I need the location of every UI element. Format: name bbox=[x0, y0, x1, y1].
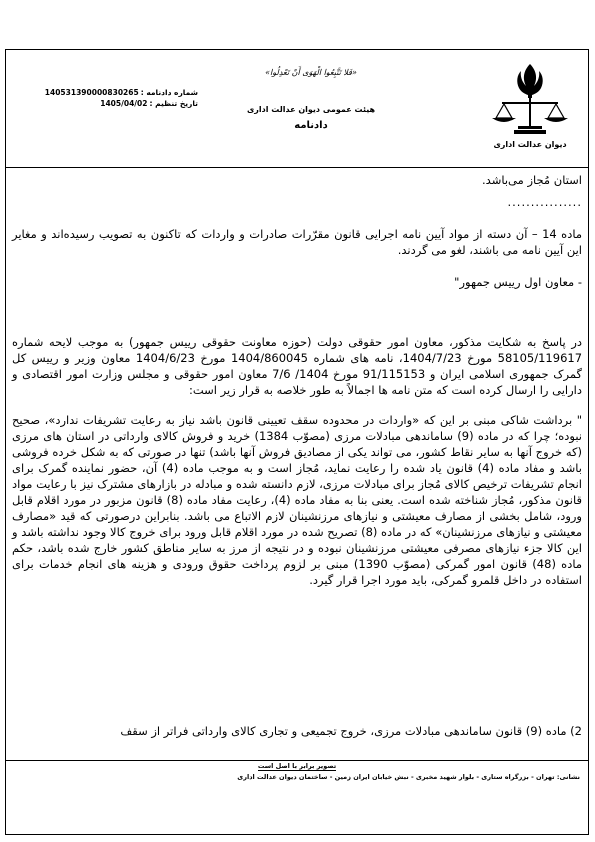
certified-copy-text: تصویر برابر با اصل است bbox=[257, 762, 337, 770]
header-divider bbox=[6, 167, 588, 168]
emblem bbox=[486, 60, 574, 152]
board-name: هیئت عمومی دیوان عدالت اداری bbox=[246, 105, 376, 114]
verdict-number-value: 140531390000830265 bbox=[44, 88, 139, 97]
item-2-paragraph: 2) ماده (9) قانون ساماندهی مبادلات مرزی، خروج تجمیعی و تجاری کالای وارداتی فراتر از سقف bbox=[120, 724, 582, 738]
footer-address: نشانی: تهران - بزرگراه ستاری - بلوار شهید مخبری - نبش خیابان ایران زمین - ساختمان دیوان عدالت اداری bbox=[237, 773, 580, 781]
emblem-caption: دیوان عدالت اداری bbox=[493, 140, 567, 149]
quran-verse: «فَلا تَتَّبِعُوا الْهَوَى أَنْ تَعْدِلُوا» bbox=[265, 68, 357, 77]
quoted-letter-paragraph: " برداشت شاکی مبنی بر این که «واردات در محدوده سقف تعیینی قانون باشد نیاز به رعایت تشریفات ندارد»، صحیح نبوده؛ چرا که در ماده (9) ساماندهی مبادلات مرزی (مصوّب 1384) خرید و فروش کالای وارداتی در استان های مرزی (که خروج آنها به سایر نقاط کشور، می تواند یکی از مصادیق فروش آنها باشد) تنها در صورتی که به شکل خرده فروشی باشد و مفاد ماده (4) قانون یاد شده را رعایت نماید، مُجاز است و به موجب ماده (4) آن، حضور نماینده گمرک برای انجام تشریفات ترخیص کالای مُجاز برای مبادلات مرزی، لازم دانسته شده و مبادله در بازارهای مشترک نیز با رعایت مواد قانون مذکور، مُجاز شناخته شده است. یعنی بنا به مفاد ماده (4)، رعایت مفاد ماده (8) قانون مزبور در مورد اقلام قابل ورود، شامل بخشی از مصارف معیشتی و نیازهای مرزنشینان لازم الاتباع می باشد. بنابراین درصورتی که قید «مصارف معیشتی و نیازهای مرزنشینان» که در ماده (8) تصریح شده در مورد اقلام قابل ورود برای خروج کالا وجود نداشته باشد و این کالا جزء نیازهای مصرفی معیشتی مرزنشینان نبوده و در نتیجه از مرز به سایر مناطق کشور خارج شده باشد، حکم ماده (48) قانون امور گمرکی (مصوّب 1390) مبنی بر لزوم پرداخت حقوق ورودی و هزینه های انجام خدمات برای استفاده در داخل قلمرو گمرکی، باید مورد اجرا قرار گیرد. bbox=[12, 413, 583, 587]
scales-of-justice-icon bbox=[488, 60, 572, 138]
certified-copy-note bbox=[6, 762, 588, 770]
verdict-number-row bbox=[44, 87, 198, 98]
government-response-paragraph: در پاسخ به شکایت مذکور، معاون امور حقوقی دولت (حوزه معاونت حقوقی رییس جمهور) به موجب لایحه شماره 58105/119617 مورخ 1404/7/23، نامه های شماره 1404/860045 مورخ 1404/6/23 معاون وزیر و رییس کل گمرک جمهوری اسلامی ایران و 91/115153 مورخ 1404/ 7/6 معاون امور حقوقی و مجلس وزارت امور اقتصادی و دارایی را ارسال کرده است که متن نامه ها اجمالاً به طور خلاصه به قرار زیر است: bbox=[12, 335, 583, 397]
verdict-number-label: شماره دادنامه : bbox=[140, 88, 198, 97]
signature-line: - معاون اول رییس جمهور" bbox=[454, 275, 582, 289]
issue-date-label: تاریخ تنظیم : bbox=[149, 99, 198, 108]
ellipsis-line: ................ bbox=[507, 195, 582, 209]
issue-date-value: 1405/04/02 bbox=[100, 99, 148, 108]
letterhead bbox=[6, 50, 588, 168]
state-line: استان مُجاز می‌باشد. bbox=[482, 173, 582, 187]
article-14-paragraph: ماده 14 – آن دسته از مواد آیین نامه اجرایی قانون مقرّرات صادرات و واردات که تاکنون به تصویب رسیده‌اند و مغایر این آیین نامه می باشند، لغو می گردند. bbox=[12, 227, 582, 257]
issue-date-row bbox=[48, 98, 198, 109]
footer-divider bbox=[6, 760, 588, 761]
document-meta bbox=[44, 87, 198, 109]
document-title: دادنامه bbox=[294, 120, 328, 131]
